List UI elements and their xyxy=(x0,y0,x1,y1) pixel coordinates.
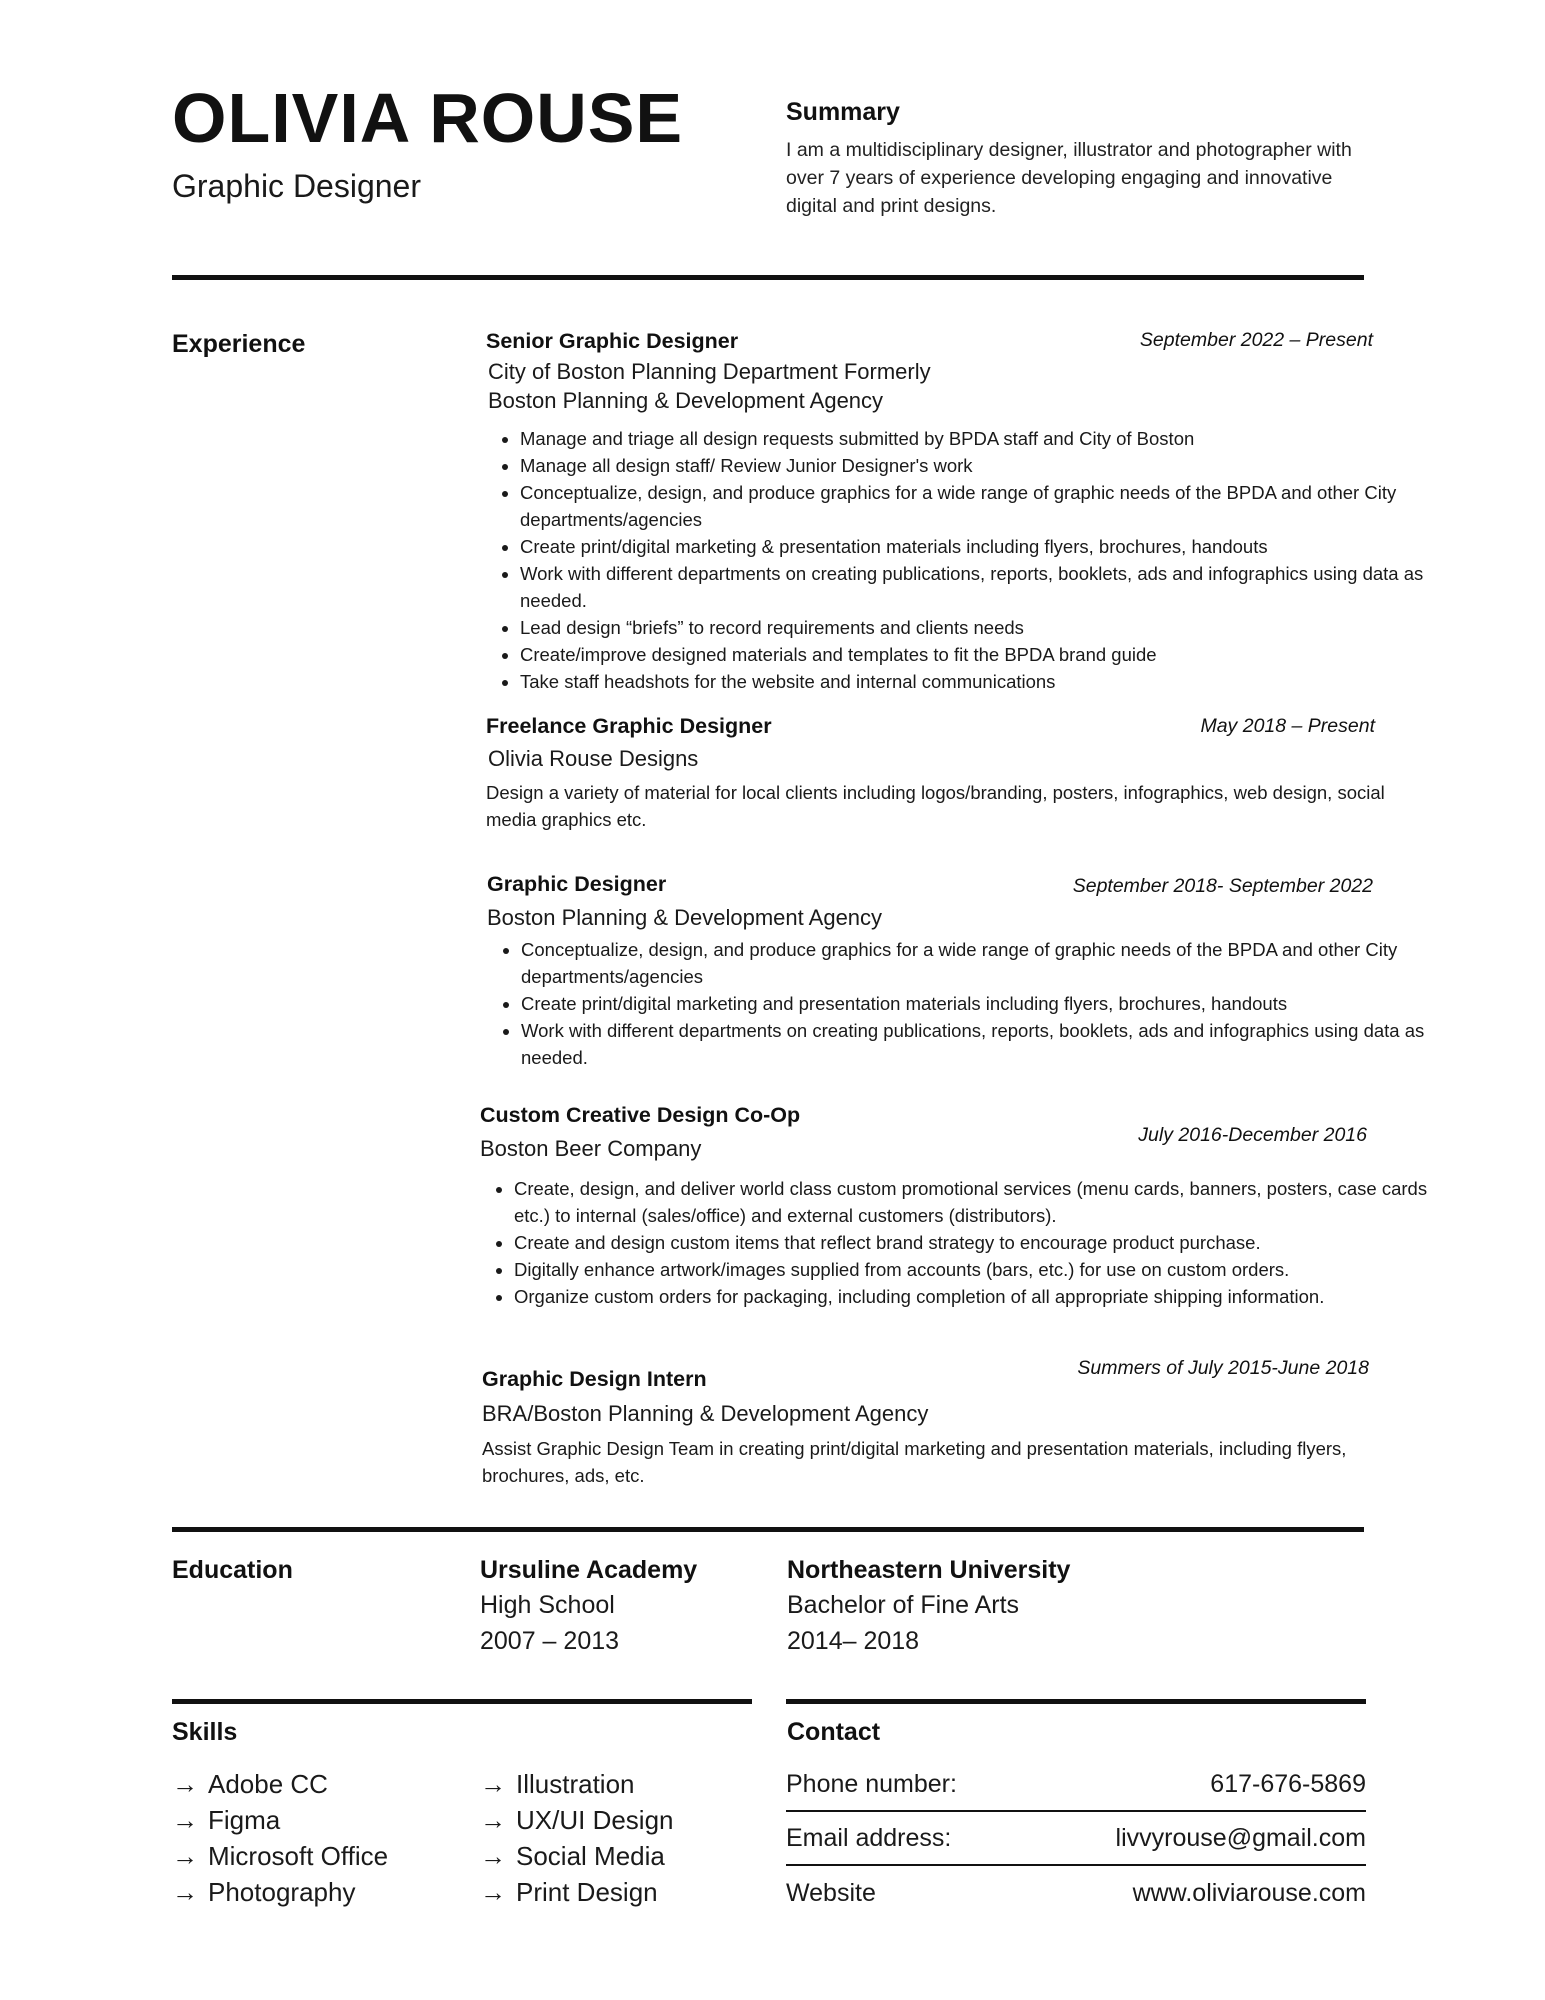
summary-text: I am a multidisciplinary designer, illustrator and photographer with over 7 years of experience developing engaging and innovative digital and print designs. xyxy=(786,139,1352,217)
school-name: Ursuline Academy xyxy=(480,1556,698,1584)
job-bullets xyxy=(486,425,1440,695)
resume-role: Graphic Designer xyxy=(172,168,421,204)
arrow-right-icon: → xyxy=(172,1877,198,1907)
job-title: Graphic Designer xyxy=(487,872,667,896)
arrow-right-icon: → xyxy=(480,1841,506,1871)
job-description: Design a variety of material for local clients including logos/branding, posters, infographics, web design, social media graphics etc. xyxy=(486,782,1385,830)
job-org: Boston Planning & Development Agency xyxy=(487,905,883,930)
job-title: Custom Creative Design Co-Op xyxy=(480,1103,801,1127)
list-item: • Lead design “briefs” to record requirements and clients needs xyxy=(520,614,1440,641)
list-item: • Conceptualize, design, and produce graphics for a wide range of graphic needs of the BPDA and other City departments/agencies xyxy=(520,479,1440,533)
job-title: Senior Graphic Designer xyxy=(486,329,739,353)
list-item: • Manage and triage all design requests submitted by BPDA staff and City of Boston xyxy=(520,425,1440,452)
skills-divider xyxy=(172,1699,752,1704)
arrow-right-icon: → xyxy=(480,1877,506,1907)
list-item: • Create, design, and deliver world class custom promotional services (menu cards, banners, posters, case cards etc.) to internal (sales/office) and external customers (distributors). xyxy=(514,1175,1434,1229)
list-item: • Work with different departments on creating publications, reports, booklets, ads and infographics using data as needed. xyxy=(520,560,1440,614)
contact-divider xyxy=(786,1699,1366,1704)
phone-value[interactable]: 617-676-5869 xyxy=(1210,1770,1366,1798)
job-date: September 2022 – Present xyxy=(1139,329,1373,351)
education-heading: Education xyxy=(172,1556,293,1584)
contact-heading: Contact xyxy=(787,1718,881,1746)
arrow-right-icon: → xyxy=(480,1805,506,1835)
job-date: July 2016-December 2016 xyxy=(1138,1124,1367,1146)
skill-item: → Microsoft Office xyxy=(172,1838,388,1874)
job-date: May 2018 – Present xyxy=(1200,715,1375,737)
skill-item: → Illustration xyxy=(480,1766,635,1802)
job-org: BRA/Boston Planning & Development Agency xyxy=(482,1401,929,1426)
resume-name: OLIVIA ROUSE xyxy=(172,79,684,157)
list-item: • Take staff headshots for the website and internal communications xyxy=(520,668,1440,695)
contact-row-divider xyxy=(786,1864,1366,1866)
school-degree: Bachelor of Fine Arts xyxy=(787,1591,1020,1619)
job-org: Boston Planning & Development Agency xyxy=(488,388,884,413)
arrow-right-icon: → xyxy=(172,1841,198,1871)
list-item: • Work with different departments on creating publications, reports, booklets, ads and infographics using data as needed. xyxy=(521,1017,1441,1071)
skill-item: → Figma xyxy=(172,1802,280,1838)
summary-heading: Summary xyxy=(786,98,900,126)
arrow-right-icon: → xyxy=(172,1769,198,1799)
job-date: Summers of July 2015-June 2018 xyxy=(1077,1357,1369,1379)
contact-label: Website xyxy=(786,1879,876,1907)
job-bullets xyxy=(480,1175,1434,1310)
skill-item: → Adobe CC xyxy=(172,1766,328,1802)
list-item: • Manage all design staff/ Review Junior Designer's work xyxy=(520,452,1440,479)
job-org: Boston Beer Company xyxy=(480,1136,702,1161)
skill-item: → Social Media xyxy=(480,1838,665,1874)
school-name: Northeastern University xyxy=(787,1556,1071,1584)
job-org: Olivia Rouse Designs xyxy=(488,746,699,771)
website-link[interactable]: www.oliviarouse.com xyxy=(1132,1879,1366,1907)
job-description: Assist Graphic Design Team in creating print/digital marketing and presentation materials, including flyers, brochures, ads, etc. xyxy=(482,1438,1347,1486)
skill-item: → Photography xyxy=(172,1874,355,1910)
job-org: City of Boston Planning Department Formerly xyxy=(488,359,931,384)
list-item: • Create/improve designed materials and templates to fit the BPDA brand guide xyxy=(520,641,1440,668)
job-title: Freelance Graphic Designer xyxy=(486,714,772,738)
list-item: • Organize custom orders for packaging, including completion of all appropriate shipping information. xyxy=(514,1283,1434,1310)
skill-item: → UX/UI Design xyxy=(480,1802,674,1838)
skills-heading: Skills xyxy=(172,1718,238,1746)
experience-divider xyxy=(172,1527,1364,1532)
email-link[interactable]: livvyrouse@gmail.com xyxy=(1115,1824,1366,1852)
list-item: • Create print/digital marketing and presentation materials including flyers, brochures, handouts xyxy=(521,990,1441,1017)
list-item: • Digitally enhance artwork/images supplied from accounts (bars, etc.) for use on custom orders. xyxy=(514,1256,1434,1283)
contact-phone-row xyxy=(786,1764,1366,1804)
school-years: 2014– 2018 xyxy=(787,1627,920,1655)
contact-label: Email address: xyxy=(786,1824,952,1852)
contact-email-row xyxy=(786,1818,1366,1858)
skill-item: → Print Design xyxy=(480,1874,658,1910)
list-item: • Create print/digital marketing & presentation materials including flyers, brochures, handouts xyxy=(520,533,1440,560)
school-years: 2007 – 2013 xyxy=(480,1627,620,1655)
contact-website-row xyxy=(786,1873,1366,1913)
list-item: • Create and design custom items that reflect brand strategy to encourage product purchase. xyxy=(514,1229,1434,1256)
list-item: • Conceptualize, design, and produce graphics for a wide range of graphic needs of the BPDA and other City departments/agencies xyxy=(521,936,1441,990)
job-bullets xyxy=(487,936,1441,1071)
header-divider xyxy=(172,275,1364,280)
contact-row-divider xyxy=(786,1810,1366,1812)
job-date: September 2018- September 2022 xyxy=(1072,875,1373,897)
experience-heading: Experience xyxy=(172,330,306,358)
arrow-right-icon: → xyxy=(172,1805,198,1835)
arrow-right-icon: → xyxy=(480,1769,506,1799)
contact-label: Phone number: xyxy=(786,1770,957,1798)
school-degree: High School xyxy=(480,1591,615,1619)
job-title: Graphic Design Intern xyxy=(482,1367,707,1391)
